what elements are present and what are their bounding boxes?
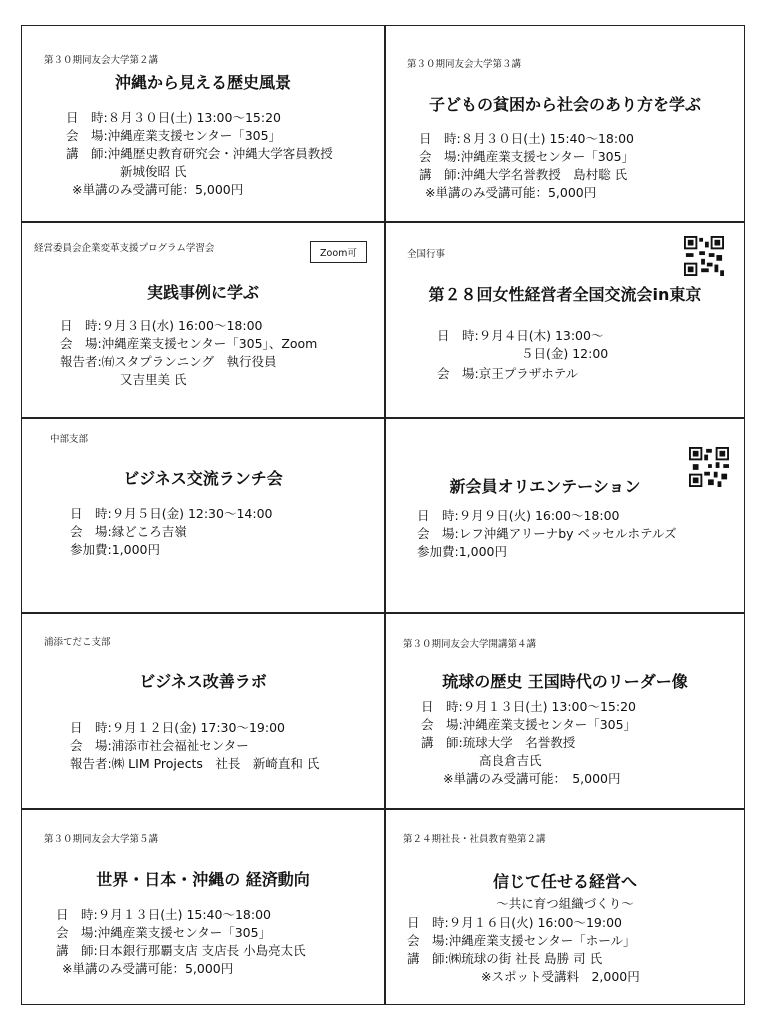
event-card bbox=[385, 613, 745, 808]
event-card bbox=[385, 418, 745, 612]
event-lecturer: 講 師:㈱琉球の街 社長 島勝 司 氏 bbox=[407, 951, 603, 966]
event-venue: 会 場:沖縄産業支援センター「305」 bbox=[419, 149, 635, 164]
event-category: 第３０期同友会大学第３講 bbox=[407, 59, 522, 70]
event-venue: 会 場:京王プラザホテル bbox=[437, 366, 579, 381]
event-venue: 会 場:浦添市社会福祉センター bbox=[70, 738, 249, 753]
event-lecturer: 講 師:琉球大学 名誉教授 bbox=[421, 735, 576, 750]
event-title: 信じて任せる経営へ bbox=[492, 872, 637, 891]
event-lecturer: 講 師:日本銀行那覇支店 支店長 小島亮太氏 bbox=[56, 943, 306, 958]
event-category: 第３０期同友会大学第５講 bbox=[44, 834, 159, 845]
event-card bbox=[385, 222, 745, 417]
qr-code-icon bbox=[684, 236, 724, 276]
event-fee: 参加費:1,000円 bbox=[417, 544, 507, 559]
event-date-end: ５日(金) 12:00 bbox=[521, 346, 609, 361]
event-category: 全国行事 bbox=[407, 249, 446, 260]
event-date: 日 時:９月９日(火) 16:00〜18:00 bbox=[417, 508, 620, 523]
event-card bbox=[22, 418, 384, 612]
event-lecturer-name: 高良倉吉氏 bbox=[479, 753, 542, 768]
event-title: 沖縄から見える歴史風景 bbox=[114, 73, 291, 92]
event-title: 世界・日本・沖縄の 経済動向 bbox=[96, 870, 310, 889]
event-title: 第２８回女性経営者全国交流会in東京 bbox=[428, 285, 702, 304]
event-category: 第３０期同友会大学開講第４講 bbox=[403, 639, 537, 650]
event-fee: ※スポット受講料 2,000円 bbox=[481, 969, 640, 984]
event-title: 実践事例に学ぶ bbox=[146, 283, 259, 302]
event-category: 中部支部 bbox=[50, 434, 89, 445]
event-title: 琉球の歴史 王国時代のリーダー像 bbox=[442, 672, 688, 691]
event-title: 新会員オリエンテーション bbox=[449, 477, 641, 496]
event-venue: 会 場:レフ沖縄アリーナby ベッセルホテルズ bbox=[417, 526, 677, 541]
event-venue: 会 場:縁どころ吉嶺 bbox=[70, 524, 187, 539]
event-fee: 参加費:1,000円 bbox=[70, 542, 160, 557]
event-date: 日 時:９月４日(木) 13:00〜 bbox=[437, 328, 604, 343]
event-category: 第２４期社長・社員教育塾第２講 bbox=[403, 834, 546, 845]
event-lecturer: 講 師:沖縄歴史教育研究会・沖縄大学客員教授 bbox=[66, 146, 333, 161]
event-fee: ※単講のみ受講可能： 5,000円 bbox=[443, 771, 621, 786]
event-reporter: 報告者:㈲スタプランニング 執行役員 bbox=[60, 354, 277, 369]
event-venue: 会 場:沖縄産業支援センター「305」 bbox=[421, 717, 637, 732]
event-category: 経営委員会企業変革支援プログラム学習会 bbox=[34, 243, 215, 254]
event-venue: 会 場:沖縄産業支援センター「305」、Zoom bbox=[60, 336, 318, 351]
event-card bbox=[22, 26, 384, 221]
event-title: 子どもの貧困から社会のあり方を学ぶ bbox=[428, 95, 701, 114]
event-card bbox=[385, 809, 745, 1004]
event-lecturer: 講 師:沖縄大学名誉教授 島村聡 氏 bbox=[419, 167, 628, 182]
event-title: ビジネス交流ランチ会 bbox=[123, 469, 283, 488]
event-card bbox=[22, 222, 384, 417]
event-venue: 会 場:沖縄産業支援センター「305」 bbox=[56, 925, 272, 940]
event-date: 日 時:９月３日(水) 16:00〜18:00 bbox=[60, 318, 263, 333]
event-reporter: 報告者:㈱ LIM Projects 社長 新崎直和 氏 bbox=[70, 756, 320, 771]
event-fee: ※単講のみ受講可能：5,000円 bbox=[425, 185, 597, 200]
event-category: 浦添てだこ支部 bbox=[44, 637, 111, 648]
event-date: 日 時:８月３０日(土) 15:40〜18:00 bbox=[419, 131, 634, 146]
event-lecturer-name: 新城俊昭 氏 bbox=[120, 164, 187, 179]
event-card bbox=[22, 613, 384, 808]
event-date: 日 時:９月５日(金) 12:30〜14:00 bbox=[70, 506, 273, 521]
event-title: ビジネス改善ラボ bbox=[139, 672, 267, 691]
event-date: 日 時:９月１６日(火) 16:00〜19:00 bbox=[407, 915, 622, 930]
event-date: 日 時:８月３０日(土) 13:00〜15:20 bbox=[66, 110, 281, 125]
event-category: 第３０期同友会大学第２講 bbox=[44, 55, 159, 66]
event-grid bbox=[21, 25, 745, 1005]
event-date: 日 時:９月１２日(金) 17:30〜19:00 bbox=[70, 720, 285, 735]
event-date: 日 時:９月１３日(土) 15:40〜18:00 bbox=[56, 907, 271, 922]
event-subtitle: 〜共に育つ組織づくり〜 bbox=[496, 896, 634, 911]
event-reporter-name: 又吉里美 氏 bbox=[120, 372, 187, 387]
zoom-badge: Zoom可 bbox=[310, 241, 367, 263]
event-date: 日 時:９月１３日(土) 13:00〜15:20 bbox=[421, 699, 636, 714]
event-card bbox=[385, 26, 745, 221]
event-fee: ※単講のみ受講可能：5,000円 bbox=[62, 961, 234, 976]
event-venue: 会 場:沖縄産業支援センター「ホール」 bbox=[407, 933, 636, 948]
event-fee: ※単講のみ受講可能：5,000円 bbox=[72, 182, 244, 197]
event-venue: 会 場:沖縄産業支援センター「305」 bbox=[66, 128, 282, 143]
event-card bbox=[22, 809, 384, 1004]
